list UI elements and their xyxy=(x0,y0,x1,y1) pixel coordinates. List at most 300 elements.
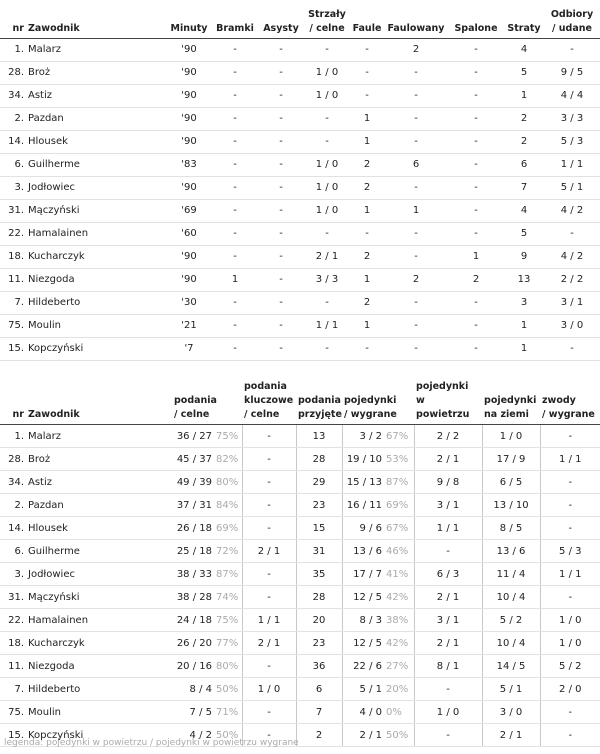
passes-percent: 75% xyxy=(214,425,242,448)
fouled-cell: - xyxy=(384,61,448,84)
goals-cell: - xyxy=(212,245,258,268)
received-passes-cell: 36 xyxy=(296,655,342,678)
key-passes-cell: - xyxy=(242,586,296,609)
tackles-cell: 2 / 2 xyxy=(544,268,600,291)
duels-percent: 41% xyxy=(384,563,414,586)
duels-cell: 4 / 0 xyxy=(342,701,384,724)
duels-cell: 17 / 7 xyxy=(342,563,384,586)
player-name: Hildeberto xyxy=(26,678,172,701)
passes-cell: 20 / 16 xyxy=(172,655,214,678)
player-name: Malarz xyxy=(26,38,166,61)
player-name: Kucharczyk xyxy=(26,632,172,655)
offside-cell: - xyxy=(448,130,504,153)
player-name: Jodłowiec xyxy=(26,176,166,199)
fouled-cell: - xyxy=(384,337,448,360)
player-number: 31. xyxy=(0,586,26,609)
goals-cell: - xyxy=(212,291,258,314)
header-key-passes: podania kluczowe / celne xyxy=(242,380,296,425)
dribbles-cell: - xyxy=(540,701,600,724)
shots-cell: - xyxy=(304,291,350,314)
ground-duels-cell: 3 / 0 xyxy=(482,701,540,724)
minutes-cell: '90 xyxy=(166,107,212,130)
player-name: Mączyński xyxy=(26,586,172,609)
player-number: 18. xyxy=(0,632,26,655)
table-row xyxy=(0,61,600,84)
fouled-cell: - xyxy=(384,84,448,107)
table-row xyxy=(0,448,600,471)
ground-duels-cell: 13 / 10 xyxy=(482,494,540,517)
table-row xyxy=(0,609,600,632)
header-fouls: Faule xyxy=(350,2,384,38)
losses-cell: 2 xyxy=(504,107,544,130)
offside-cell: - xyxy=(448,84,504,107)
player-number: 1. xyxy=(0,425,26,448)
key-passes-cell: - xyxy=(242,517,296,540)
offside-cell: - xyxy=(448,107,504,130)
player-number: 3. xyxy=(0,563,26,586)
passes-percent: 82% xyxy=(214,448,242,471)
dribbles-cell: 2 / 0 xyxy=(540,678,600,701)
passing-duels-table xyxy=(0,380,600,747)
player-number: 14. xyxy=(0,517,26,540)
air-duels-cell: 1 / 1 xyxy=(414,517,482,540)
goals-cell: - xyxy=(212,38,258,61)
player-name: Moulin xyxy=(26,314,166,337)
player-name: Moulin xyxy=(26,701,172,724)
key-passes-cell: - xyxy=(242,724,296,747)
fouled-cell: 2 xyxy=(384,38,448,61)
player-name: Jodłowiec xyxy=(26,563,172,586)
shots-cell: 3 / 3 xyxy=(304,268,350,291)
losses-cell: 2 xyxy=(504,130,544,153)
duels-percent: 87% xyxy=(384,471,414,494)
player-name: Kopczyński xyxy=(26,337,166,360)
table-row xyxy=(0,38,600,61)
passes-cell: 24 / 18 xyxy=(172,609,214,632)
duels-cell: 9 / 6 xyxy=(342,517,384,540)
tackles-cell: 5 / 1 xyxy=(544,176,600,199)
fouls-cell: - xyxy=(350,84,384,107)
assists-cell: - xyxy=(258,337,304,360)
fouled-cell: - xyxy=(384,130,448,153)
duels-percent: 42% xyxy=(384,632,414,655)
air-duels-cell: 6 / 3 xyxy=(414,563,482,586)
minutes-cell: '90 xyxy=(166,38,212,61)
tackles-cell: 3 / 1 xyxy=(544,291,600,314)
header-air-duels: pojedynki w powietrzu xyxy=(414,380,482,425)
passes-cell: 38 / 28 xyxy=(172,586,214,609)
table-row xyxy=(0,337,600,360)
player-name: Broż xyxy=(26,61,166,84)
match-stats-table xyxy=(0,2,600,361)
fouls-cell: 1 xyxy=(350,130,384,153)
received-passes-cell: 2 xyxy=(296,724,342,747)
received-passes-cell: 28 xyxy=(296,586,342,609)
duels-cell: 12 / 5 xyxy=(342,586,384,609)
offside-cell: - xyxy=(448,222,504,245)
key-passes-cell: - xyxy=(242,563,296,586)
air-duels-cell: 2 / 1 xyxy=(414,448,482,471)
air-duels-cell: 2 / 2 xyxy=(414,425,482,448)
goals-cell: - xyxy=(212,199,258,222)
goals-cell: - xyxy=(212,222,258,245)
table-row xyxy=(0,701,600,724)
player-number: 34. xyxy=(0,471,26,494)
header-player: Zawodnik xyxy=(26,2,166,38)
tackles-cell: 9 / 5 xyxy=(544,61,600,84)
shots-cell: 2 / 1 xyxy=(304,245,350,268)
player-name: Pazdan xyxy=(26,107,166,130)
fouls-cell: 1 xyxy=(350,314,384,337)
offside-cell: 1 xyxy=(448,245,504,268)
tackles-cell: 4 / 2 xyxy=(544,245,600,268)
passes-cell: 4 / 2 xyxy=(172,724,214,747)
passes-percent: 77% xyxy=(214,632,242,655)
minutes-cell: '21 xyxy=(166,314,212,337)
received-passes-cell: 13 xyxy=(296,425,342,448)
ground-duels-cell: 11 / 4 xyxy=(482,563,540,586)
losses-cell: 13 xyxy=(504,268,544,291)
losses-cell: 1 xyxy=(504,314,544,337)
fouled-cell: 6 xyxy=(384,153,448,176)
player-name: Niezgoda xyxy=(26,655,172,678)
assists-cell: - xyxy=(258,84,304,107)
ground-duels-cell: 1 / 0 xyxy=(482,425,540,448)
assists-cell: - xyxy=(258,61,304,84)
air-duels-cell: 2 / 1 xyxy=(414,586,482,609)
minutes-cell: '90 xyxy=(166,130,212,153)
key-passes-cell: 1 / 1 xyxy=(242,609,296,632)
passes-percent: 71% xyxy=(214,701,242,724)
minutes-cell: '90 xyxy=(166,245,212,268)
player-number: 14. xyxy=(0,130,26,153)
table-row xyxy=(0,586,600,609)
header-dribbles: zwody / wygrane xyxy=(540,380,600,425)
passes-cell: 7 / 5 xyxy=(172,701,214,724)
assists-cell: - xyxy=(258,176,304,199)
header-received-passes: podania przyjęte xyxy=(296,380,342,425)
player-name: Hamalainen xyxy=(26,222,166,245)
dribbles-cell: 1 / 0 xyxy=(540,632,600,655)
table-row xyxy=(0,540,600,563)
passes-percent: 80% xyxy=(214,655,242,678)
player-number: 15. xyxy=(0,337,26,360)
header-assists: Asysty xyxy=(258,2,304,38)
player-name: Kucharczyk xyxy=(26,245,166,268)
dribbles-cell: - xyxy=(540,517,600,540)
fouls-cell: 2 xyxy=(350,176,384,199)
received-passes-cell: 7 xyxy=(296,701,342,724)
received-passes-cell: 20 xyxy=(296,609,342,632)
tackles-cell: 3 / 0 xyxy=(544,314,600,337)
offside-cell: 2 xyxy=(448,268,504,291)
minutes-cell: '69 xyxy=(166,199,212,222)
losses-cell: 5 xyxy=(504,61,544,84)
offside-cell: - xyxy=(448,291,504,314)
legend-note: legenda: pojedynki w powietrzu / pojedynki w powietrzu wygrane xyxy=(4,738,299,748)
duels-cell: 19 / 10 xyxy=(342,448,384,471)
table-row xyxy=(0,517,600,540)
assists-cell: - xyxy=(258,107,304,130)
passes-percent: 50% xyxy=(214,678,242,701)
fouls-cell: 1 xyxy=(350,268,384,291)
offside-cell: - xyxy=(448,61,504,84)
assists-cell: - xyxy=(258,314,304,337)
table-row xyxy=(0,245,600,268)
player-name: Pazdan xyxy=(26,494,172,517)
fouls-cell: - xyxy=(350,337,384,360)
minutes-cell: '90 xyxy=(166,84,212,107)
losses-cell: 1 xyxy=(504,84,544,107)
header-nr: nr xyxy=(0,380,26,425)
passes-cell: 8 / 4 xyxy=(172,678,214,701)
losses-cell: 6 xyxy=(504,153,544,176)
shots-cell: - xyxy=(304,222,350,245)
tackles-cell: 3 / 3 xyxy=(544,107,600,130)
air-duels-cell: 2 / 1 xyxy=(414,632,482,655)
header-player: Zawodnik xyxy=(26,380,172,425)
minutes-cell: '83 xyxy=(166,153,212,176)
player-name: Mączyński xyxy=(26,199,166,222)
assists-cell: - xyxy=(258,153,304,176)
fouls-cell: - xyxy=(350,38,384,61)
player-number: 28. xyxy=(0,448,26,471)
fouls-cell: - xyxy=(350,222,384,245)
player-name: Niezgoda xyxy=(26,268,166,291)
received-passes-cell: 23 xyxy=(296,632,342,655)
minutes-cell: '30 xyxy=(166,291,212,314)
fouls-cell: - xyxy=(350,61,384,84)
key-passes-cell: - xyxy=(242,655,296,678)
table-row xyxy=(0,678,600,701)
table-row xyxy=(0,199,600,222)
player-number: 75. xyxy=(0,314,26,337)
air-duels-cell: 8 / 1 xyxy=(414,655,482,678)
table-row xyxy=(0,107,600,130)
losses-cell: 7 xyxy=(504,176,544,199)
player-name: Astiz xyxy=(26,84,166,107)
key-passes-cell: - xyxy=(242,448,296,471)
fouled-cell: - xyxy=(384,245,448,268)
minutes-cell: '90 xyxy=(166,268,212,291)
shots-cell: 1 / 0 xyxy=(304,84,350,107)
assists-cell: - xyxy=(258,291,304,314)
key-passes-cell: 2 / 1 xyxy=(242,632,296,655)
dribbles-cell: 5 / 2 xyxy=(540,655,600,678)
table-row xyxy=(0,268,600,291)
shots-cell: - xyxy=(304,38,350,61)
goals-cell: - xyxy=(212,337,258,360)
received-passes-cell: 29 xyxy=(296,471,342,494)
goals-cell: - xyxy=(212,130,258,153)
goals-cell: - xyxy=(212,176,258,199)
duels-percent: 27% xyxy=(384,655,414,678)
received-passes-cell: 28 xyxy=(296,448,342,471)
received-passes-cell: 23 xyxy=(296,494,342,517)
player-number: 75. xyxy=(0,701,26,724)
dribbles-cell: - xyxy=(540,425,600,448)
table-row xyxy=(0,84,600,107)
header-duels: pojedynki / wygrane xyxy=(342,380,414,425)
passes-percent: 80% xyxy=(214,471,242,494)
header-ground-duels: pojedynki na ziemi xyxy=(482,380,540,425)
air-duels-cell: - xyxy=(414,724,482,747)
player-number: 11. xyxy=(0,655,26,678)
header-nr: nr xyxy=(0,2,26,38)
fouls-cell: 1 xyxy=(350,107,384,130)
duels-percent: 67% xyxy=(384,517,414,540)
passes-percent: 75% xyxy=(214,609,242,632)
table-row xyxy=(0,153,600,176)
duels-percent: 0% xyxy=(384,701,414,724)
ground-duels-cell: 13 / 6 xyxy=(482,540,540,563)
passes-cell: 36 / 27 xyxy=(172,425,214,448)
player-number: 15. xyxy=(0,724,26,747)
duels-percent: 46% xyxy=(384,540,414,563)
shots-cell: - xyxy=(304,107,350,130)
header-losses: Straty xyxy=(504,2,544,38)
fouled-cell: - xyxy=(384,291,448,314)
player-name: Malarz xyxy=(26,425,172,448)
key-passes-cell: - xyxy=(242,471,296,494)
table-row xyxy=(0,222,600,245)
header-fouled: Faulowany xyxy=(384,2,448,38)
duels-cell: 5 / 1 xyxy=(342,678,384,701)
ground-duels-cell: 10 / 4 xyxy=(482,586,540,609)
duels-percent: 50% xyxy=(384,724,414,747)
ground-duels-cell: 6 / 5 xyxy=(482,471,540,494)
player-number: 31. xyxy=(0,199,26,222)
dribbles-cell: 1 / 0 xyxy=(540,609,600,632)
goals-cell: - xyxy=(212,61,258,84)
key-passes-cell: - xyxy=(242,425,296,448)
air-duels-cell: - xyxy=(414,540,482,563)
ground-duels-cell: 8 / 5 xyxy=(482,517,540,540)
air-duels-cell: 3 / 1 xyxy=(414,609,482,632)
passes-cell: 38 / 33 xyxy=(172,563,214,586)
losses-cell: 4 xyxy=(504,199,544,222)
table-row xyxy=(0,314,600,337)
passes-cell: 25 / 18 xyxy=(172,540,214,563)
player-name: Hamalainen xyxy=(26,609,172,632)
duels-percent: 38% xyxy=(384,609,414,632)
passes-percent: 69% xyxy=(214,517,242,540)
ground-duels-cell: 10 / 4 xyxy=(482,632,540,655)
player-number: 22. xyxy=(0,609,26,632)
player-number: 6. xyxy=(0,540,26,563)
dribbles-cell: - xyxy=(540,586,600,609)
table-row xyxy=(0,632,600,655)
goals-cell: - xyxy=(212,314,258,337)
header-passes: podania / celne xyxy=(172,380,242,425)
key-passes-cell: 2 / 1 xyxy=(242,540,296,563)
assists-cell: - xyxy=(258,130,304,153)
goals-cell: - xyxy=(212,107,258,130)
assists-cell: - xyxy=(258,38,304,61)
losses-cell: 9 xyxy=(504,245,544,268)
key-passes-cell: - xyxy=(242,701,296,724)
shots-cell: 1 / 0 xyxy=(304,199,350,222)
offside-cell: - xyxy=(448,38,504,61)
fouled-cell: - xyxy=(384,107,448,130)
offside-cell: - xyxy=(448,153,504,176)
player-number: 7. xyxy=(0,678,26,701)
player-name: Hlousek xyxy=(26,517,172,540)
header-tackles: Odbiory / udane xyxy=(544,2,600,38)
fouled-cell: - xyxy=(384,314,448,337)
table-row xyxy=(0,471,600,494)
assists-cell: - xyxy=(258,245,304,268)
tackles-cell: 4 / 2 xyxy=(544,199,600,222)
player-number: 34. xyxy=(0,84,26,107)
received-passes-cell: 35 xyxy=(296,563,342,586)
minutes-cell: '90 xyxy=(166,61,212,84)
passes-percent: 50% xyxy=(214,724,242,747)
received-passes-cell: 6 xyxy=(296,678,342,701)
dribbles-cell: - xyxy=(540,724,600,747)
offside-cell: - xyxy=(448,314,504,337)
goals-cell: - xyxy=(212,153,258,176)
player-number: 2. xyxy=(0,107,26,130)
duels-cell: 12 / 5 xyxy=(342,632,384,655)
received-passes-cell: 15 xyxy=(296,517,342,540)
ground-duels-cell: 5 / 2 xyxy=(482,609,540,632)
header-shots: Strzały / celne xyxy=(304,2,350,38)
duels-cell: 22 / 6 xyxy=(342,655,384,678)
player-name: Astiz xyxy=(26,471,172,494)
player-number: 6. xyxy=(0,153,26,176)
fouled-cell: - xyxy=(384,176,448,199)
ground-duels-cell: 17 / 9 xyxy=(482,448,540,471)
air-duels-cell: 3 / 1 xyxy=(414,494,482,517)
dribbles-cell: - xyxy=(540,471,600,494)
player-number: 11. xyxy=(0,268,26,291)
tackles-cell: - xyxy=(544,222,600,245)
duels-percent: 53% xyxy=(384,448,414,471)
minutes-cell: '60 xyxy=(166,222,212,245)
tackles-cell: - xyxy=(544,38,600,61)
shots-cell: 1 / 0 xyxy=(304,153,350,176)
losses-cell: 5 xyxy=(504,222,544,245)
player-number: 1. xyxy=(0,38,26,61)
table-row xyxy=(0,176,600,199)
player-number: 3. xyxy=(0,176,26,199)
player-number: 22. xyxy=(0,222,26,245)
duels-percent: 67% xyxy=(384,425,414,448)
goals-cell: - xyxy=(212,84,258,107)
duels-percent: 20% xyxy=(384,678,414,701)
tackles-cell: - xyxy=(544,337,600,360)
duels-percent: 42% xyxy=(384,586,414,609)
table-row xyxy=(0,494,600,517)
passes-cell: 26 / 18 xyxy=(172,517,214,540)
shots-cell: - xyxy=(304,130,350,153)
passes-cell: 45 / 37 xyxy=(172,448,214,471)
shots-cell: 1 / 0 xyxy=(304,176,350,199)
assists-cell: - xyxy=(258,199,304,222)
key-passes-cell: - xyxy=(242,494,296,517)
received-passes-cell: 31 xyxy=(296,540,342,563)
fouled-cell: 1 xyxy=(384,199,448,222)
air-duels-cell: 9 / 8 xyxy=(414,471,482,494)
passes-cell: 37 / 31 xyxy=(172,494,214,517)
ground-duels-cell: 5 / 1 xyxy=(482,678,540,701)
player-name: Guilherme xyxy=(26,153,166,176)
losses-cell: 4 xyxy=(504,38,544,61)
fouls-cell: 2 xyxy=(350,245,384,268)
duels-cell: 13 / 6 xyxy=(342,540,384,563)
table-row xyxy=(0,425,600,448)
